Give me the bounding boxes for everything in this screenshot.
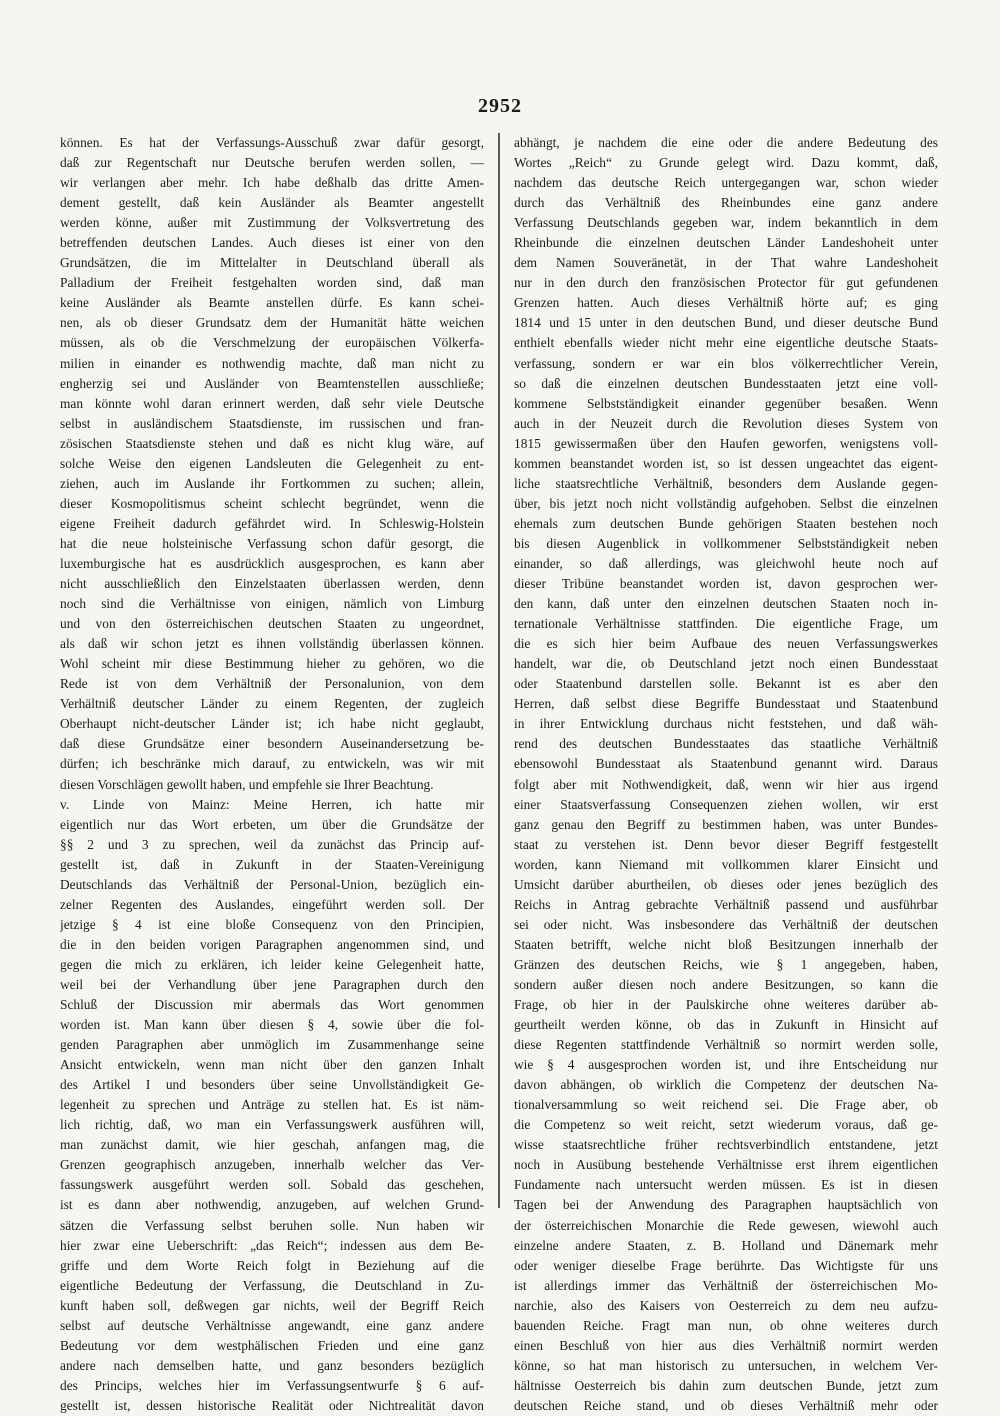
text-line: ziehen, auch im Auslande ihr Fortkommen zu suchen; allein, [60, 475, 484, 491]
text-line: könne, so hat man historisch zu untersuchen, in welchem Ver- [514, 1357, 938, 1373]
text-line: hältnisse Oesterreich bis dahin zum deutschen Bunde, jetzt zum [514, 1377, 938, 1393]
text-line: gegen die mich zu erklären, ich leider keine Gelegenheit hatte, [60, 956, 484, 972]
text-line: liche staatsrechtliche Verhältniß, besonders dem Auslande gegen- [514, 475, 938, 491]
text-line: weil bei der Verhandlung über jene Paragraphen durch den [60, 976, 484, 992]
text-line: solche Weise den eigenen Landsleuten die Gelegenheit zu ent- [60, 455, 484, 471]
text-line: fassungswerk ausgeführt werden soll. Sobald das geschehen, [60, 1177, 484, 1193]
text-line: die in den beiden vorigen Paragraphen angenommen sind, und [60, 936, 484, 952]
text-line: v. Linde von Mainz: Meine Herren, ich hatte mir [60, 796, 484, 812]
text-line: zelner Regenten des Auslandes, eingeführt werden soll. Der [60, 896, 484, 912]
text-line: noch in Ausübung bestehende Verhältnisse erst ihrem eigentlichen [514, 1157, 938, 1173]
text-line: selbst auf deutsche Verhältnisse angewandt, eine ganz andere [60, 1317, 484, 1333]
text-line: daß zur Regentschaft nur Deutsche berufen werden sollen, — [60, 155, 484, 171]
text-line: oder weniger dieselbe Frage berührte. Das Wichtigste für uns [514, 1257, 938, 1273]
right-text-column [514, 133, 938, 1416]
text-line: dem Namen Souveränetät, in der That wahre Landeshoheit [514, 255, 938, 271]
text-line: noch sind die Verhältnisse von einigen, nämlich von Limburg [60, 596, 484, 612]
text-line: eigentliche Bedeutung der Verfassung, die Deutschland in Zu- [60, 1277, 484, 1293]
text-line: dieser Tribüne beanstandet worden ist, davon gesprochen wer- [514, 576, 938, 592]
text-line: bis diesen Augenblick in vollkommener Selbstständigkeit neben [514, 535, 938, 551]
text-line: abhängt, je nachdem die eine oder die andere Bedeutung des [514, 135, 938, 150]
text-line: dürfen; ich beschränke mich darauf, zu entwickeln, was wir mit [60, 756, 484, 772]
text-line: narchie, also des Kaisers von Oesterreich zu dem neu aufzu- [514, 1297, 938, 1313]
text-line: Rede ist von dem Verhältniß der Personalunion, von dem [60, 676, 484, 692]
text-line: luxemburgische hat es ausdrücklich ausgesprochen, es kann aber [60, 555, 484, 571]
text-line: sätzen die Verfassung selbst beruhen solle. Nun haben wir [60, 1217, 484, 1233]
text-line: Schluß der Discussion mir abermals das Wort genommen [60, 997, 484, 1013]
text-line: nen, als ob dieser Grundsatz dem der Humanität hätte weichen [60, 315, 484, 331]
text-line: dieser Kosmopolitismus scheint schlecht begründet, wenn die [60, 495, 484, 511]
text-line: sondern außer diesen noch andere Besitzungen, so kann die [514, 976, 938, 992]
text-line: Wortes „Reich“ zu Grunde gelegt wird. Dazu kommt, daß, [514, 155, 938, 171]
text-line: jetzige § 4 ist eine bloße Consequenz von den Principien, [60, 916, 484, 932]
text-line: eigene Freiheit dadurch gefährdet wird. In Schleswig-Holstein [60, 515, 484, 531]
text-line: nachdem das deutsche Reich untergegangen war, schon wieder [514, 175, 938, 191]
text-line: daß diese Grundsätze einer besondern Auseinandersetzung be- [60, 736, 484, 752]
text-line: nicht ausschließlich den Einzelstaaten überlassen werden, denn [60, 576, 484, 592]
text-line: einen Beschluß von hier aus dies Verhältniß normirt werden [514, 1337, 938, 1353]
text-line: als daß wir schon jetzt es ihnen vollständig überlassen können. [60, 636, 484, 652]
text-line: ist es dann aber nothwendig, anzugeben, auf welchen Grund- [60, 1197, 484, 1213]
text-line: wir verlangen aber mehr. Ich habe deßhalb das dritte Amen- [60, 175, 484, 191]
text-line: kommene Selbstständigkeit einander gegenüber besaßen. Wenn [514, 395, 938, 411]
text-line: des Princips, welches hier im Verfassungsentwurfe § 6 auf- [60, 1377, 484, 1393]
text-line: eigentlich nur das Wort erbeten, um über die Grundsätze der [60, 816, 484, 832]
text-line: nur in den durch den französischen Protector für gut gefundenen [514, 275, 938, 291]
left-text-column [60, 133, 484, 1416]
text-line: kunft haben soll, deßwegen gar nichts, weil der Begriff Reich [60, 1297, 484, 1313]
text-line: Deutschlands das Verhältniß der Personal-Union, bezüglich ein- [60, 876, 484, 892]
text-line: tionalversammlung so weit reichend sei. Die Frage aber, ob [514, 1097, 938, 1113]
text-line: man zunächst damit, wie hier geschah, anfangen mag, die [60, 1137, 484, 1153]
text-line: über, bis jetzt noch nicht vollständig aufgehoben. Selbst die einzelnen [514, 495, 938, 511]
text-line: dement gestellt, daß kein Ausländer als Beamter angestellt [60, 195, 484, 211]
text-line: genden Paragraphen aber unmöglich im Zusammenhange seine [60, 1037, 484, 1053]
text-line: des Artikel I und besonders über seine Unvollständigkeit Ge- [60, 1077, 484, 1093]
text-line: bauenden Reiche. Fragt man nun, ob ohne weiteres durch [514, 1317, 938, 1333]
text-line: betreffenden deutschen Landes. Auch dieses ist einer von den [60, 235, 484, 251]
text-line: Reichs in Antrag gebrachte Verhältniß passend und ausführbar [514, 896, 938, 912]
text-line: handelt, war die, ob Deutschland jetzt noch einen Bundesstaat [514, 656, 938, 672]
text-line: milien in einander es nothwendig machte, daß man nicht zu [60, 355, 484, 371]
text-line: davon abhängen, ob wirklich die Competenz der deutschen Na- [514, 1077, 938, 1093]
text-line: einer Staatsverfassung Consequenzen ziehen wollen, wir erst [514, 796, 938, 812]
text-line: den kann, daß unter den einzelnen deutschen Staaten noch in- [514, 596, 938, 612]
text-line: legenheit zu sprechen und Anträge zu stellen hat. Es ist näm- [60, 1097, 484, 1113]
text-line: Oberhaupt nicht-deutscher Länder ist; ich habe nicht geglaubt, [60, 716, 484, 732]
text-line: staat zu verstehen ist. Denn bevor dieser Begriff festgestellt [514, 836, 938, 852]
text-line: die Competenz so weit reicht, setzt wiederum voraus, daß ge- [514, 1117, 938, 1133]
text-line: und von den österreichischen deutschen Staaten zu ungeordnet, [60, 616, 484, 632]
text-line: selbst in ausländischem Staatsdienste, im russischen und fran- [60, 415, 484, 431]
text-line: andere nach demselben hatte, und ganz besonders bezüglich [60, 1357, 484, 1373]
text-line: Rheinbunde die einzelnen deutschen Länder Landeshoheit unter [514, 235, 938, 251]
text-line: hier zwar eine Ueberschrift: „das Reich“; indessen aus dem Be- [60, 1237, 484, 1253]
text-line: enthielt ebenfalls wieder nicht mehr eine eigentliche deutsche Staats- [514, 335, 938, 351]
text-line: einander, so daß allerdings, was gleichwohl heute noch auf [514, 555, 938, 571]
text-line: zösischen Staatsdienste stehen und daß es nicht klug wäre, auf [60, 435, 484, 451]
text-line: Grenzen hatten. Auch dieses Verhältniß hörte auf; es ging [514, 295, 938, 311]
text-line: in ihrer Entwicklung durchaus nicht feststehen, und daß wäh- [514, 716, 938, 732]
text-line: Ansicht entwickeln, wenn man nicht über den ganzen Inhalt [60, 1057, 484, 1073]
text-line: keine Ausländer als Beamte anstellen dürfe. Es kann schei- [60, 295, 484, 311]
text-line: lich richtig, daß, wo man ein Verfassungswerk ausführen will, [60, 1117, 484, 1133]
text-line: ganz genau den Begriff zu bestimmen haben, was unter Bundes- [514, 816, 938, 832]
text-line: wisse staatsrechtliche früher rechtsverbindlich entstandene, jetzt [514, 1137, 938, 1153]
text-line: man könnte wohl daran erinnert werden, daß sehr viele Deutsche [60, 395, 484, 411]
text-line: Bedeutung vor dem westphälischen Frieden und eine ganz [60, 1337, 484, 1353]
text-line: einzelne andere Staaten, z. B. Holland und Dänemark mehr [514, 1237, 938, 1253]
text-line: kommen beanstandet worden ist, so ist dessen ungeachtet das eigent- [514, 455, 938, 471]
text-line: geurtheilt werden könne, ob das in Zukunft in Hinsicht auf [514, 1017, 938, 1033]
text-line: ternationale Verhältnisse stattfinden. Die eigentliche Frage, um [514, 616, 938, 632]
text-line: ist allerdings immer das Verhältniß der österreichischen Mo- [514, 1277, 938, 1293]
text-line: Staaten betrifft, welche nicht bloß Besitzungen innerhalb der [514, 936, 938, 952]
text-line: sei oder nicht. Was insbesondere das Verhältniß der deutschen [514, 916, 938, 932]
text-line: rend des deutschen Bundesstaates das staatliche Verhältniß [514, 736, 938, 752]
text-line: engherzig sei und Ausländer von Beamtenstellen ausschließe; [60, 375, 484, 391]
text-line: gestellt ist, dessen historische Realität oder Nichtrealität davon [60, 1397, 484, 1413]
text-line: diese Regenten stattfindende Verhältniß so normirt werden solle, [514, 1037, 938, 1053]
text-line: folgt aber mit Nothwendigkeit, daß, wenn wir hier aus irgend [514, 776, 938, 792]
text-line: so daß die einzelnen deutschen Bundesstaaten jetzt eine voll- [514, 375, 938, 391]
text-line: müssen, als ob die Verschmelzung der europäischen Völkerfa- [60, 335, 484, 351]
text-line: Umsicht darüber aburtheilen, ob dieses oder jenes bezüglich des [514, 876, 938, 892]
column-divider [498, 133, 500, 1208]
text-line: der österreichischen Monarchie die Rede gewesen, wiewohl auch [514, 1217, 938, 1233]
text-line: Verfassung Deutschlands gegeben war, indem bekanntlich in dem [514, 215, 938, 231]
text-line: ebensowohl Bundesstaat als Staatenbund genannt wird. Daraus [514, 756, 938, 772]
text-line: wie § 4 ausgesprochen worden ist, und ihre Entscheidung nur [514, 1057, 938, 1073]
text-line: Fundamente nach untersucht werden müssen. Es ist in diesen [514, 1177, 938, 1193]
text-line: Verhältniß deutscher Länder zu einem Regenten, der zugleich [60, 696, 484, 712]
text-line: gestellt ist, daß in Zukunft in der Staaten-Vereinigung [60, 856, 484, 872]
text-line: worden ist. Man kann über diesen § 4, sowie über die fol- [60, 1017, 484, 1033]
text-line: Tagen bei der Anwendung des Paragraphen hauptsächlich von [514, 1197, 938, 1213]
text-line: Grenzen geographisch anzugeben, innerhalb welcher das Ver- [60, 1157, 484, 1173]
text-line: §§ 2 und 3 zu sprechen, weil da zunächst das Princip auf- [60, 836, 484, 852]
page-number: 2952 [478, 95, 522, 117]
text-line: die es sich hier beim Aufbaue des neuen Verfassungswerkes [514, 636, 938, 652]
text-line: Frage, ob hier in der Paulskirche ohne weiteres darüber ab- [514, 997, 938, 1013]
text-line: 1815 gewissermaßen über den Haufen geworfen, wenigstens voll- [514, 435, 938, 451]
text-line: werden könne, außer mit Zustimmung der Volksvertretung des [60, 215, 484, 231]
text-line: können. Es hat der Verfassungs-Ausschuß zwar dafür gesorgt, [60, 135, 484, 150]
text-line: verfassung, sondern er war ein blos völkerrechtlicher Verein, [514, 355, 938, 371]
text-line: ehemals zum deutschen Bunde gehörigen Staaten bestehen noch [514, 515, 938, 531]
text-line: Herren, daß selbst diese Begriffe Bundesstaat und Staatenbund [514, 696, 938, 712]
text-line: Palladium der Freiheit festgehalten worden sind, daß man [60, 275, 484, 291]
text-line: griffe und dem Worte Reich folgt in Beziehung auf die [60, 1257, 484, 1273]
text-line: oder Staatenbund darstellen solle. Bekannt ist es aber den [514, 676, 938, 692]
text-line: durch das Verhältniß des Rheinbundes eine ganz andere [514, 195, 938, 211]
text-line: worden, kann Niemand mit vollkommen klarer Einsicht und [514, 856, 938, 872]
text-line: Grundsätzen, die im Mittelalter in Deutschland überall als [60, 255, 484, 271]
text-line: diesen Vorschlägen gewollt haben, und empfehle sie Ihrer Beachtung. [60, 776, 434, 792]
text-line: deutschen Reiche stand, und ob dieses Verhältniß mehr oder [514, 1397, 938, 1413]
text-line: auch in der Neuzeit durch die Revolution dieses System von [514, 415, 938, 431]
text-line: Gränzen des deutschen Reichs, wie § 1 angegeben, haben, [514, 956, 938, 972]
text-line: 1814 und 15 unter in den deutschen Bund, und dieser deutsche Bund [514, 315, 938, 331]
text-line: Wohl scheint mir diese Bestimmung hieher zu gehören, wo die [60, 656, 484, 672]
text-line: hat die neue holsteinische Verfassung schon dafür gesorgt, die [60, 535, 484, 551]
